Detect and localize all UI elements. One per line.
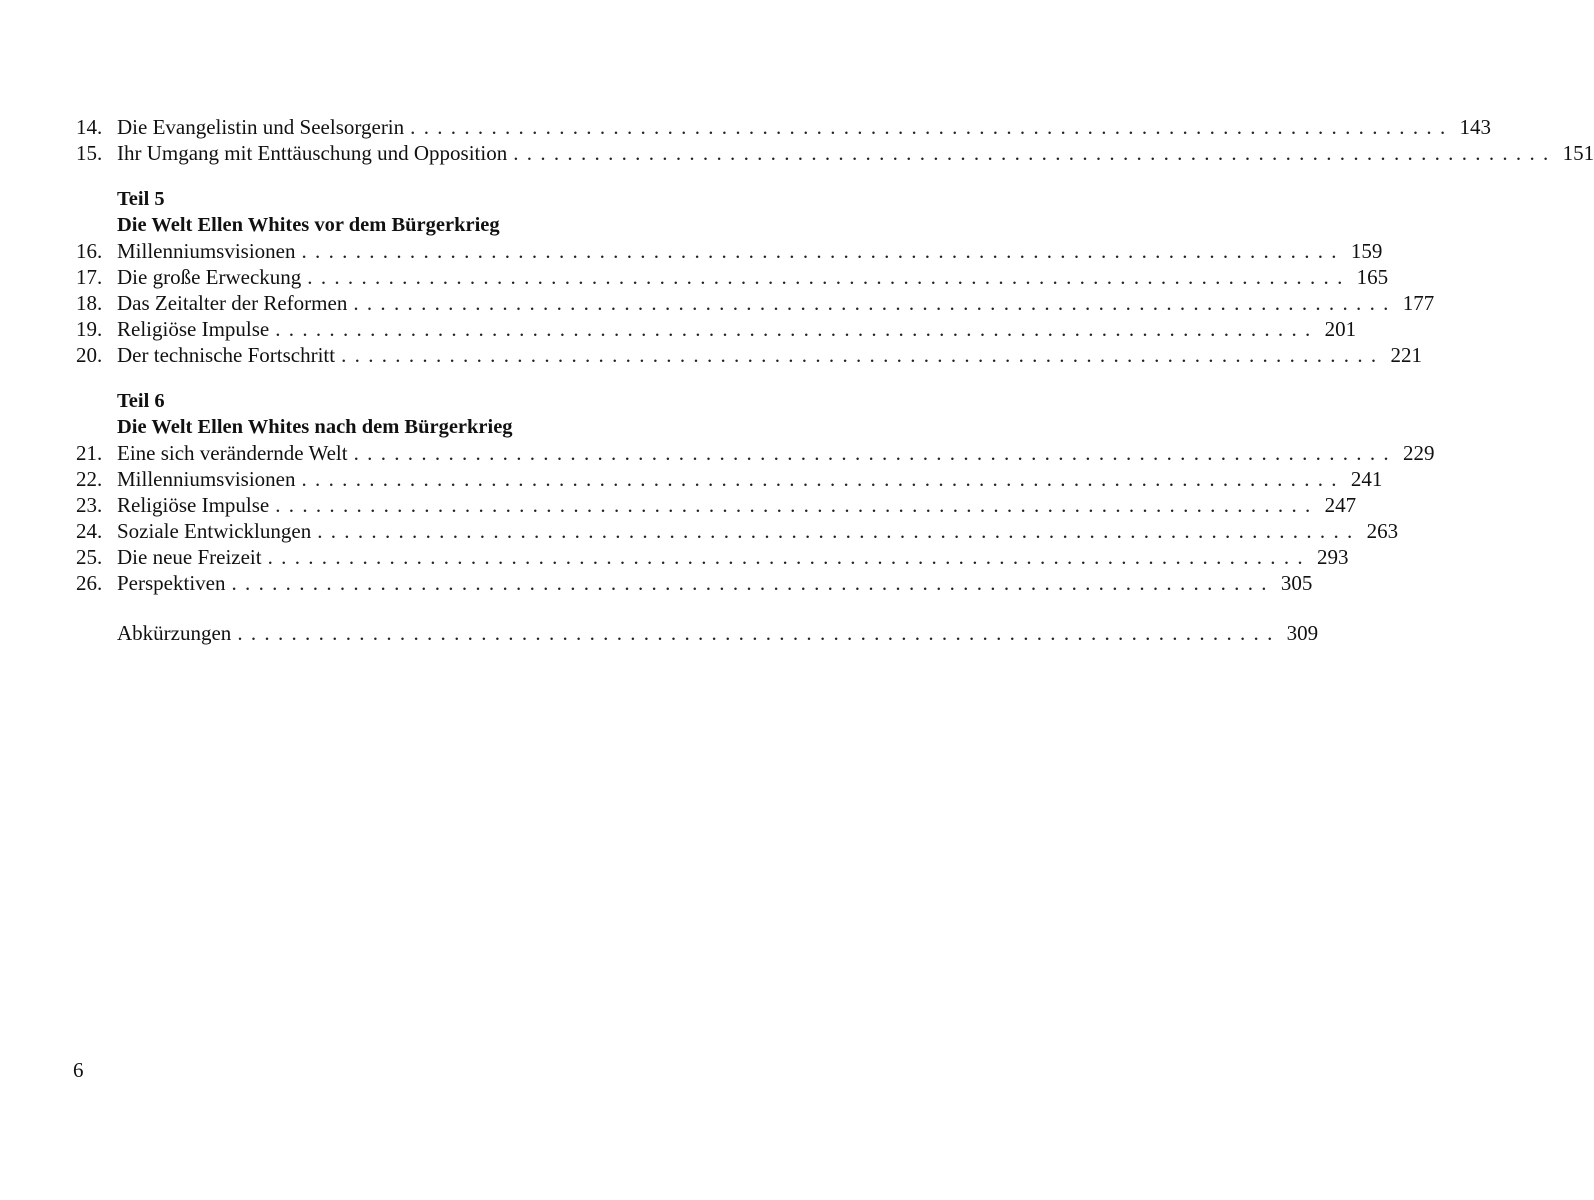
toc-entry xyxy=(76,264,1389,290)
leader-dots: ............................................................................. xyxy=(307,265,1351,289)
toc-entry-page: 221 xyxy=(1390,343,1422,367)
toc-entry xyxy=(76,570,1313,596)
spacer xyxy=(76,596,684,620)
toc-entry-title: Die Evangelistin und Seelsorgerin xyxy=(117,115,405,139)
toc-entry-number: 21. xyxy=(76,441,103,465)
toc-entry-title: Die neue Freizeit xyxy=(117,545,262,569)
toc-entry xyxy=(76,440,1435,466)
leader-dots: ............................................................................. xyxy=(237,621,1281,645)
toc-entry-title: Religiöse Impulse xyxy=(117,493,270,517)
toc-entry-page: 177 xyxy=(1402,291,1435,315)
toc-entry-title: Millenniumsvisionen xyxy=(117,467,296,491)
leader-dots: ............................................................................. xyxy=(353,291,1397,315)
leader-dots: ............................................................................. xyxy=(341,343,1385,367)
toc-appendix-entry xyxy=(76,620,1319,646)
table-of-contents xyxy=(76,114,1594,646)
toc-entry xyxy=(76,316,1357,342)
part-label: Teil 5 xyxy=(117,188,165,210)
toc-entry-number: 23. xyxy=(76,493,103,517)
toc-entry-title: Religiöse Impulse xyxy=(117,317,270,341)
toc-entry-page: 263 xyxy=(1366,519,1399,543)
toc-entry-page: 201 xyxy=(1324,317,1357,341)
toc-entry-page: 293 xyxy=(1316,545,1349,569)
leader-dots: ............................................................................. xyxy=(301,467,1345,491)
toc-entry-number: 24. xyxy=(76,519,103,543)
leader-dots: ............................................................................. xyxy=(301,239,1345,263)
leader-dots: ............................................................................. xyxy=(353,441,1397,465)
toc-entry xyxy=(76,544,1349,570)
toc-entry-title: Millenniumsvisionen xyxy=(117,239,296,263)
toc-entry-title: Perspektiven xyxy=(117,571,226,595)
toc-entry-page: 309 xyxy=(1286,621,1319,645)
leader-dots: ............................................................................. xyxy=(410,115,1454,139)
toc-entry-number: 19. xyxy=(76,317,103,341)
toc-entry xyxy=(76,290,1435,316)
toc-entry-number: 17. xyxy=(76,265,103,289)
toc-entry xyxy=(76,238,1383,264)
toc-entry xyxy=(76,518,1399,544)
leader-dots: ............................................................................. xyxy=(231,571,1275,595)
toc-entry-number: 15. xyxy=(76,141,103,165)
toc-entry xyxy=(76,140,1594,166)
toc-entry-number: 22. xyxy=(76,467,103,491)
part-label: Teil 6 xyxy=(117,390,165,412)
toc-entry-number: 25. xyxy=(76,545,103,569)
page-number: 6 xyxy=(73,1058,84,1082)
toc-entry-number: 16. xyxy=(76,239,103,263)
toc-entry-page: 305 xyxy=(1280,571,1313,595)
toc-entry-page: 159 xyxy=(1350,239,1383,263)
toc-entry-title: Soziale Entwicklungen xyxy=(117,519,312,543)
toc-entry-number: 26. xyxy=(76,571,103,595)
toc-entry-title: Das Zeitalter der Reformen xyxy=(117,291,348,315)
toc-entry-title: Eine sich verändernde Welt xyxy=(117,441,348,465)
part-heading: Die Welt Ellen Whites vor dem Bürgerkrieg xyxy=(117,214,500,236)
leader-dots: ............................................................................. xyxy=(513,141,1557,165)
leader-dots: ............................................................................. xyxy=(275,317,1319,341)
toc-entry-number: 20. xyxy=(76,343,103,367)
toc-entry-number: 18. xyxy=(76,291,103,315)
toc-entry-number: 14. xyxy=(76,115,103,139)
toc-entry xyxy=(76,342,1422,368)
toc-entry xyxy=(76,466,1383,492)
toc-entry-title: Abkürzungen xyxy=(117,621,232,645)
toc-entry-title: Die große Erweckung xyxy=(117,265,302,289)
leader-dots: ............................................................................. xyxy=(275,493,1319,517)
toc-entry-title: Ihr Umgang mit Enttäuschung und Opposition xyxy=(117,141,508,165)
toc-entry-page: 241 xyxy=(1350,467,1383,491)
toc-entry xyxy=(76,492,1357,518)
toc-entry-page: 247 xyxy=(1324,493,1357,517)
toc-entry xyxy=(76,114,1491,140)
toc-entry-page: 143 xyxy=(1459,115,1491,139)
leader-dots: ............................................................................. xyxy=(317,519,1361,543)
part-heading: Die Welt Ellen Whites nach dem Bürgerkrieg xyxy=(117,416,513,438)
leader-dots: ............................................................................. xyxy=(267,545,1311,569)
toc-entry-title: Der technische Fortschritt xyxy=(117,343,336,367)
toc-entry-page: 229 xyxy=(1402,441,1435,465)
toc-entry-page: 165 xyxy=(1356,265,1389,289)
toc-entry-page: 151 xyxy=(1562,141,1594,165)
